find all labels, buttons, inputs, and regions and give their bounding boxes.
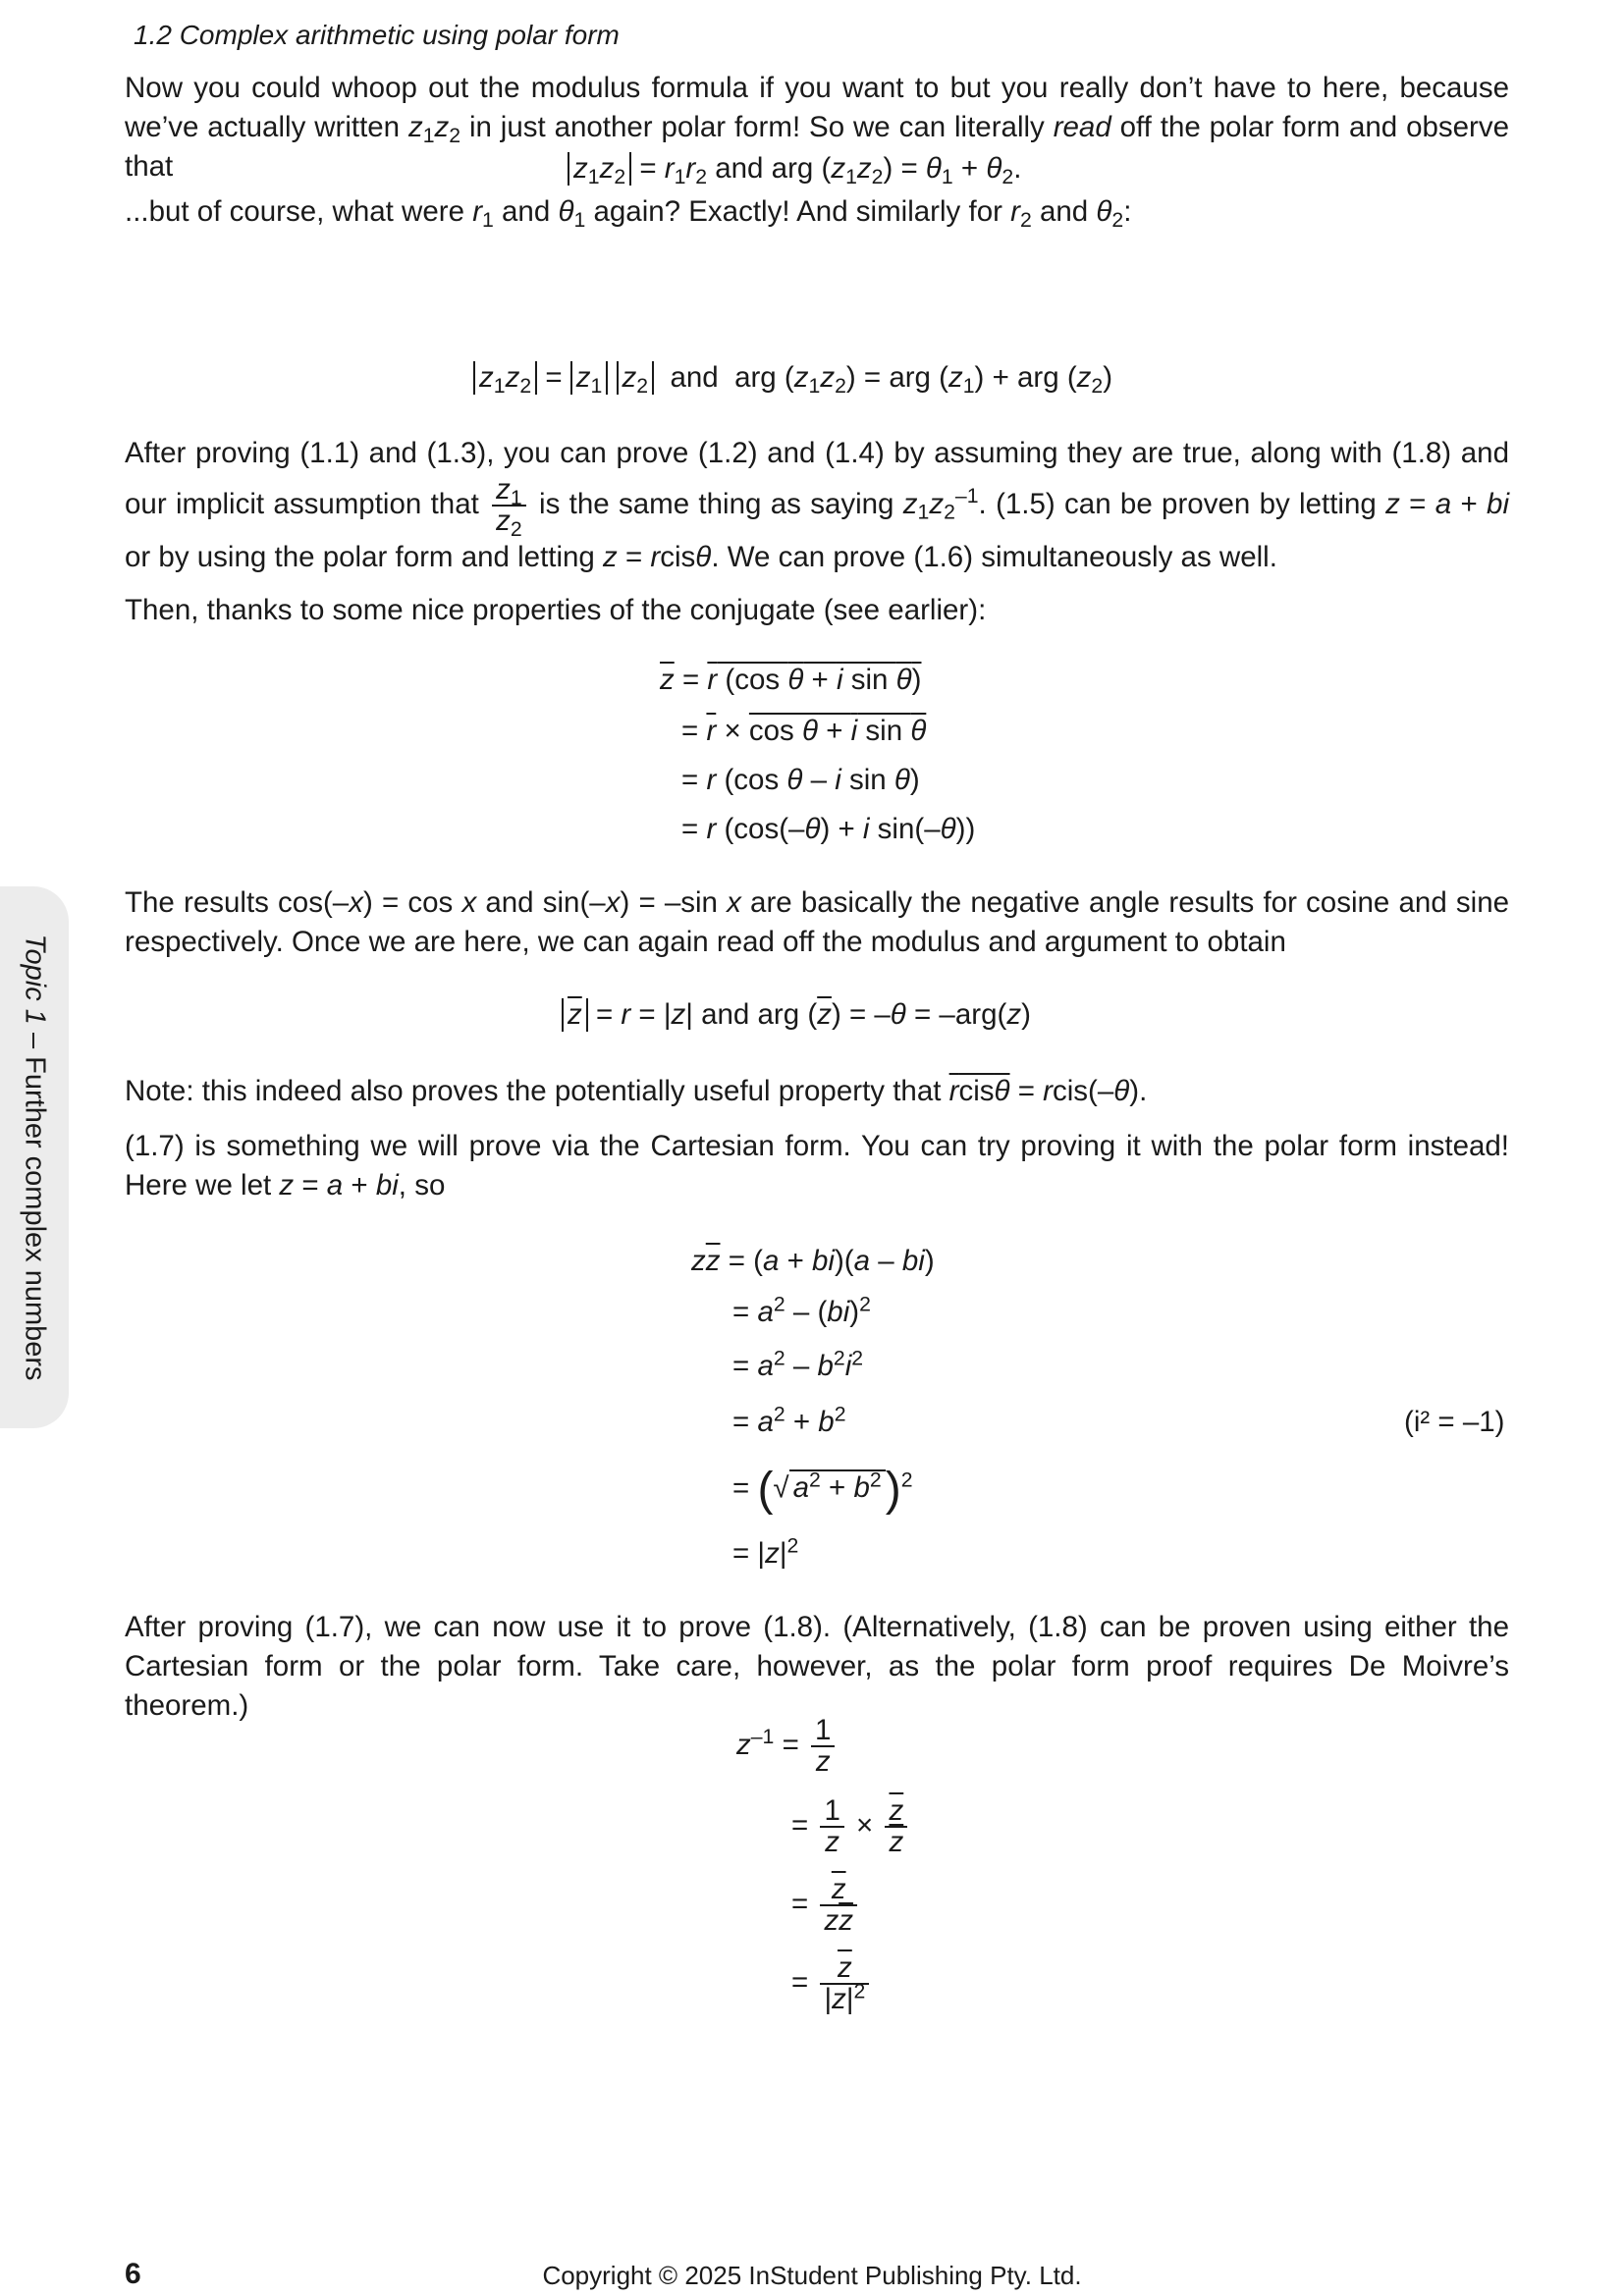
equation-modulus-argument-product: $z_1z_2 = r_1r_2$ and arg $(z_1z_2) = \theta_1 + \theta_2$.: [568, 149, 1021, 188]
zzbar-line-4: = $a^2 + b^2$: [732, 1402, 846, 1438]
equation-modulus-argument-general: $z_1z_2 = z_1$ $z_2$ and arg $(z_1z_2)$ = arg $(z_1)$ + arg $(z_2)$: [473, 358, 1112, 398]
inverse-line-4: = $\frac{\overline{z}}{|z|^2}$: [791, 1953, 873, 2014]
zzbar-line-5: = (√ $a^2 + b^2)^2$: [732, 1464, 913, 1516]
paragraph-5: The results cos(–x) = cos x and sin(–x) = –sin x are basically the negative angle results for cosine and sine respectively. Once we are here, we can again read off the modulus and argument to obtain: [125, 886, 1510, 958]
paragraph-3: After proving (1.1) and (1.3), you can prove (1.2) and (1.4) by assuming they are true, along with (1.8) and our implicit assumption that $\frac{z_1}{z_2}$ is the same thing as saying $z_1z_2^{-1}$. (1.5) can be proven by letting z = a + bi or by using the polar form and letting z = rcisθ. We can prove (1.6) simultaneously as well.: [125, 437, 1509, 573]
inverse-line-3: = $\frac{\overline{z}}{z\overline{z}}$: [791, 1875, 861, 1936]
paragraph-6: Note: this indeed also proves the potentially useful property that rcisθ = rcis(–θ).: [125, 1075, 1148, 1107]
page-number: 6: [125, 2258, 141, 2290]
inverse-line-1: $z^{-1}$ = $\frac{1}{z}$: [736, 1716, 839, 1777]
paragraph-8: After proving (1.7), we can now use it to prove (1.8). (Alternatively, (1.8) can be proven using either the Cartesian form or the polar form. Take care, however, as the polar form proof requires De Moivre’s theorem.): [125, 1611, 1509, 1722]
conjugate-line-1: $\overline{z} = r$ (cos θ + i sin θ): [660, 664, 922, 696]
paragraph-1: Now you could whoop out the modulus formula if you want to but you really don’t have to here, because we’ve actually written $z_1z_2$ in just another polar form! So we can literally read off the polar form and observe that: [125, 72, 1510, 183]
section-header: 1.2 Complex arithmetic using polar form: [134, 20, 620, 50]
copyright-notice: Copyright © 2025 InStudent Publishing Pty. Ltd.: [542, 2261, 1082, 2290]
zzbar-line-2: = $a^2 - (bi)^2$: [732, 1292, 871, 1328]
paragraph-2: ...but of course, what were $r_1$ and $\theta_1$ again? Exactly! And similarly for $r_2$ and $\theta_2$:: [125, 195, 1132, 232]
paragraph-7: (1.7) is something we will prove via the Cartesian form. You can try proving it with the polar form instead! Here we let z = a + bi, so: [125, 1130, 1509, 1201]
zzbar-line-1: $z\overline{z} = (a + bi)(a - bi)$: [691, 1245, 935, 1277]
conjugate-line-4: = r (cos(–θ) + i sin(–θ)): [681, 813, 976, 845]
aside-i-squared: (i² = –1): [1404, 1406, 1505, 1438]
topic-side-label: Topic 1 – Further complex numbers: [19, 934, 51, 1381]
zzbar-line-6: = $|z|^2$: [732, 1533, 799, 1570]
conjugate-line-2: = $\overline{r} \times \cos \theta + i$ sin θ: [681, 715, 927, 747]
inverse-line-2: = $\frac{1}{z}$ × $\frac{\overline{z}}{z}$: [791, 1796, 911, 1857]
conjugate-line-3: = r (cos θ – i sin θ): [681, 764, 920, 796]
zzbar-line-3: = $a^2 - b^2i^2$: [732, 1346, 864, 1382]
equation-conjugate-modulus-argument: $\overline{z} = r = |z|$ and arg $(\overline{z}) = -\theta = -arg(z)$: [562, 995, 1031, 1035]
paragraph-4: Then, thanks to some nice properties of the conjugate (see earlier):: [125, 594, 987, 626]
